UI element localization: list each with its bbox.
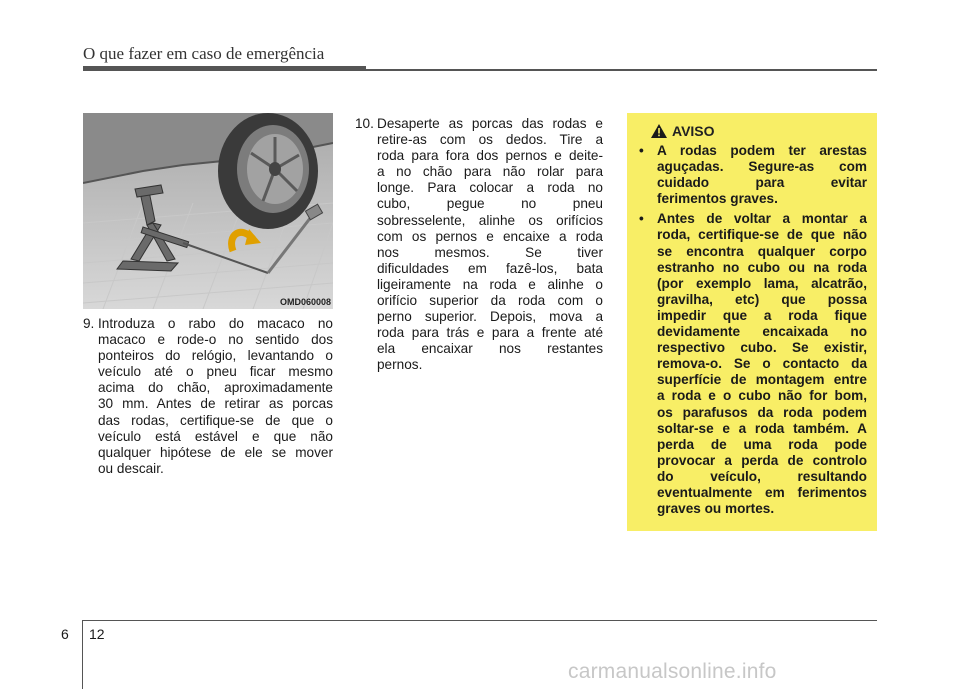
warning-line: aguçadas. Segure-as com — [657, 159, 867, 175]
warning-box — [627, 113, 877, 531]
header-rule — [83, 66, 366, 71]
warning-line: gravilha, etc) que possa — [657, 291, 867, 307]
step-number: 9. — [83, 316, 95, 331]
watermark: carmanualsonline.info — [568, 660, 777, 683]
warning-line: remova-o. Se o contacto da — [657, 356, 867, 372]
warning-line: Antes de voltar a montar a — [657, 211, 867, 227]
page-header-title: O que fazer em caso de emergência — [83, 44, 325, 63]
warning-line: graves ou mortes. — [657, 501, 775, 517]
warning-line: a roda e o cubo não for bom, — [657, 388, 867, 404]
step-line: com os pernos e encaixe a roda — [377, 228, 603, 244]
warning-line: superfície de montagem entre — [657, 372, 867, 388]
footer-rule — [83, 620, 877, 621]
warning-line: eventualmente em ferimentos — [657, 484, 867, 500]
step-line: veículo até o pneu ficar mesmo — [98, 364, 333, 380]
step-line: veículo está estável e que não — [98, 428, 333, 444]
step-line: dificuldades em fazê-los, bata — [377, 260, 603, 276]
header-rule-thin — [366, 69, 877, 71]
step-line: 30 mm. Antes de retirar as porcas — [98, 396, 333, 412]
footer-divider — [82, 620, 83, 689]
step-line: orifício superior da roda com o — [377, 293, 603, 309]
step-line: perno superior. Depois, mova a — [377, 309, 603, 325]
page-number: 12 — [89, 626, 105, 642]
step-line: Introduza o rabo do macaco no — [98, 316, 333, 331]
step-line: macaco e rode-o no sentido dos — [98, 332, 333, 348]
warning-line: do veículo, resultando — [657, 468, 867, 484]
step-line: ela encaixar nos restantes — [377, 341, 603, 357]
warning-title: AVISO — [672, 123, 715, 139]
step-9 — [83, 316, 333, 477]
step-line: sobresselente, alinhe os orifícios — [377, 212, 603, 228]
step-line: acima do chão, aproximadamente — [98, 380, 333, 396]
warning-line: cuidado para evitar — [657, 175, 867, 191]
step-line: pernos. — [377, 357, 423, 373]
warning-line: impedir que a roda fique — [657, 307, 867, 323]
step-line: cubo, pegue no pneu — [377, 196, 603, 212]
step-10 — [355, 116, 603, 374]
step-line: longe. Para colocar a roda no — [377, 180, 603, 196]
warning-line: (por exemplo lama, alcatrão, — [657, 275, 867, 291]
warning-item — [637, 143, 867, 207]
warning-line: os parafusos da roda podem — [657, 404, 867, 420]
jack-illustration — [83, 113, 333, 309]
figure-caption: OMD060008 — [279, 297, 331, 307]
step-line: retire-as com os dedos. Tire a — [377, 132, 603, 148]
warning-line: devidamente encaixada no — [657, 324, 867, 340]
step-line: roda para trás e para a frente até — [377, 325, 603, 341]
warning-line: perda de uma roda pode — [657, 436, 867, 452]
warning-line: ferimentos graves. — [657, 191, 778, 207]
warning-line: A rodas podem ter arestas — [657, 143, 867, 158]
step-number: 10. — [355, 116, 374, 131]
chapter-number: 6 — [61, 626, 69, 642]
step-line: qualquer hipótese de ele se mover — [98, 444, 333, 460]
step-line: ou descair. — [98, 460, 164, 476]
step-line: nos mesmos. Se tiver — [377, 244, 603, 260]
step-line: a no chão para não rolar para — [377, 164, 603, 180]
warning-line: roda, certifique-se de que não — [657, 227, 867, 243]
warning-line: estranho no cubo ou na roda — [657, 259, 867, 275]
warning-line: soltar-se e a roda também. A — [657, 420, 867, 436]
warning-header — [651, 123, 867, 139]
warning-item — [637, 211, 867, 517]
step-line: ligeiramente na roda e alinhe o — [377, 276, 603, 292]
jack-wheel-drawing — [83, 113, 333, 309]
step-line: roda para fora dos pernos e deite- — [377, 148, 603, 164]
step-line: ponteiros do relógio, levantando o — [98, 348, 333, 364]
bullet: • — [639, 143, 644, 158]
warning-triangle-icon — [651, 124, 667, 138]
step-line: das rodas, certifique-se de que o — [98, 412, 333, 428]
warning-line: respectivo cubo. Se existir, — [657, 340, 867, 356]
warning-line: provocar a perda de controlo — [657, 452, 867, 468]
step-line: Desaperte as porcas das rodas e — [377, 116, 603, 131]
warning-line: se encontra qualquer corpo — [657, 243, 867, 259]
bullet: • — [639, 211, 644, 227]
